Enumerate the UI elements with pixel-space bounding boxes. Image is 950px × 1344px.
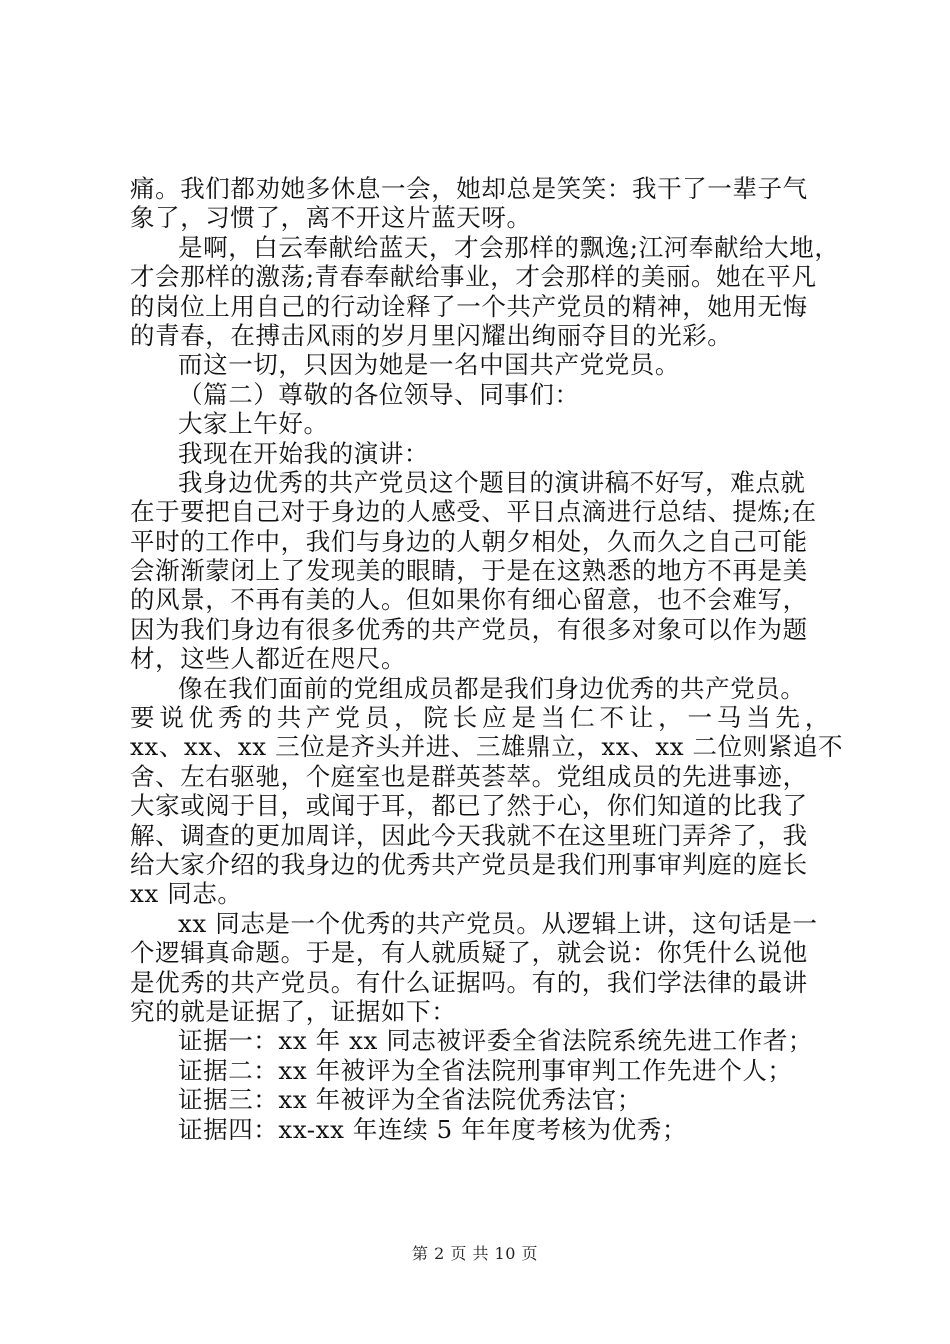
text-line: 痛。我们都劝她多休息一会，她却总是笑笑：我干了一辈子气	[130, 174, 808, 203]
text-line: xx、xx、xx 三位是齐头并进、三雄鼎立，xx、xx 二位则紧追不	[130, 732, 844, 762]
text-line: 证据二：xx 年被评为全省法院刑事审判工作先进个人；	[178, 1055, 793, 1085]
text-line: 个逻辑真命题。于是，有人就质疑了，就会说：你凭什么说他	[130, 938, 808, 968]
text-line: 而这一切，只因为她是一名中国共产党党员。	[178, 350, 680, 380]
text-line: 舍、左右驱驰，个庭室也是群英荟萃。党组成员的先进事迹，	[130, 761, 808, 791]
text-line: 给大家介绍的我身边的优秀共产党员是我们刑事审判庭的庭长	[130, 849, 808, 879]
text-line: 大家或阅于目，或闻于耳，都已了然于心，你们知道的比我了	[130, 791, 808, 821]
text-line: 大家上午好。	[178, 409, 329, 439]
text-line: 材，这些人都近在咫尺。	[130, 644, 407, 674]
text-line: 平时的工作中，我们与身边的人朝夕相处，久而久之自己可能	[130, 526, 808, 556]
text-line: 证据一：xx 年 xx 同志被评委全省法院系统先进工作者；	[178, 1026, 814, 1056]
text-line: 解、调查的更加周详，因此今天我就不在这里班门弄斧了，我	[130, 820, 808, 850]
text-line: 因为我们身边有很多优秀的共产党员，有很多对象可以作为题	[130, 614, 808, 644]
text-line: 是啊，白云奉献给蓝天，才会那样的飘逸;江河奉献给大地，	[178, 232, 840, 262]
text-line: 要说优秀的共产党员，院长应是当仁不让，一马当先，	[130, 703, 830, 733]
text-line: 的风景，不再有美的人。但如果你有细心留意，也不会难写，	[130, 585, 808, 615]
text-line: xx 同志是一个优秀的共产党员。从逻辑上讲，这句话是一	[178, 908, 818, 938]
text-line: 证据四：xx-xx 年连续 5 年年度考核为优秀；	[178, 1114, 688, 1144]
document-body	[130, 174, 844, 1144]
text-line: 我现在开始我的演讲：	[178, 438, 429, 468]
text-line: 我身边优秀的共产党员这个题目的演讲稿不好写，难点就	[178, 467, 806, 497]
text-line: 证据三：xx 年被评为全省法院优秀法官；	[178, 1085, 642, 1115]
text-line: 究的就是证据了，证据如下：	[130, 996, 457, 1026]
text-line: xx 同志。	[130, 879, 243, 909]
page-footer: 第 2 页 共 10 页	[412, 1244, 538, 1263]
text-line: （篇二）尊敬的各位领导、同事们：	[178, 379, 580, 409]
text-line: 像在我们面前的党组成员都是我们身边优秀的共产党员。	[178, 673, 806, 703]
text-line: 象了，习惯了，离不开这片蓝天呀。	[130, 203, 532, 233]
text-line: 在于要把自己对于身边的人感受、平日点滴进行总结、提炼;在	[130, 497, 817, 527]
text-line: 的岗位上用自己的行动诠释了一个共产党员的精神，她用无悔	[130, 291, 808, 321]
text-line: 是优秀的共产党员。有什么证据吗。有的，我们学法律的最讲	[130, 967, 808, 997]
text-line: 才会那样的激荡;青春奉献给事业，才会那样的美丽。她在平凡	[130, 262, 817, 292]
text-line: 会渐渐蒙闭上了发现美的眼睛，于是在这熟悉的地方不再是美	[130, 556, 808, 586]
text-line: 的青春，在搏击风雨的岁月里闪耀出绚丽夺目的光彩。	[130, 320, 733, 350]
